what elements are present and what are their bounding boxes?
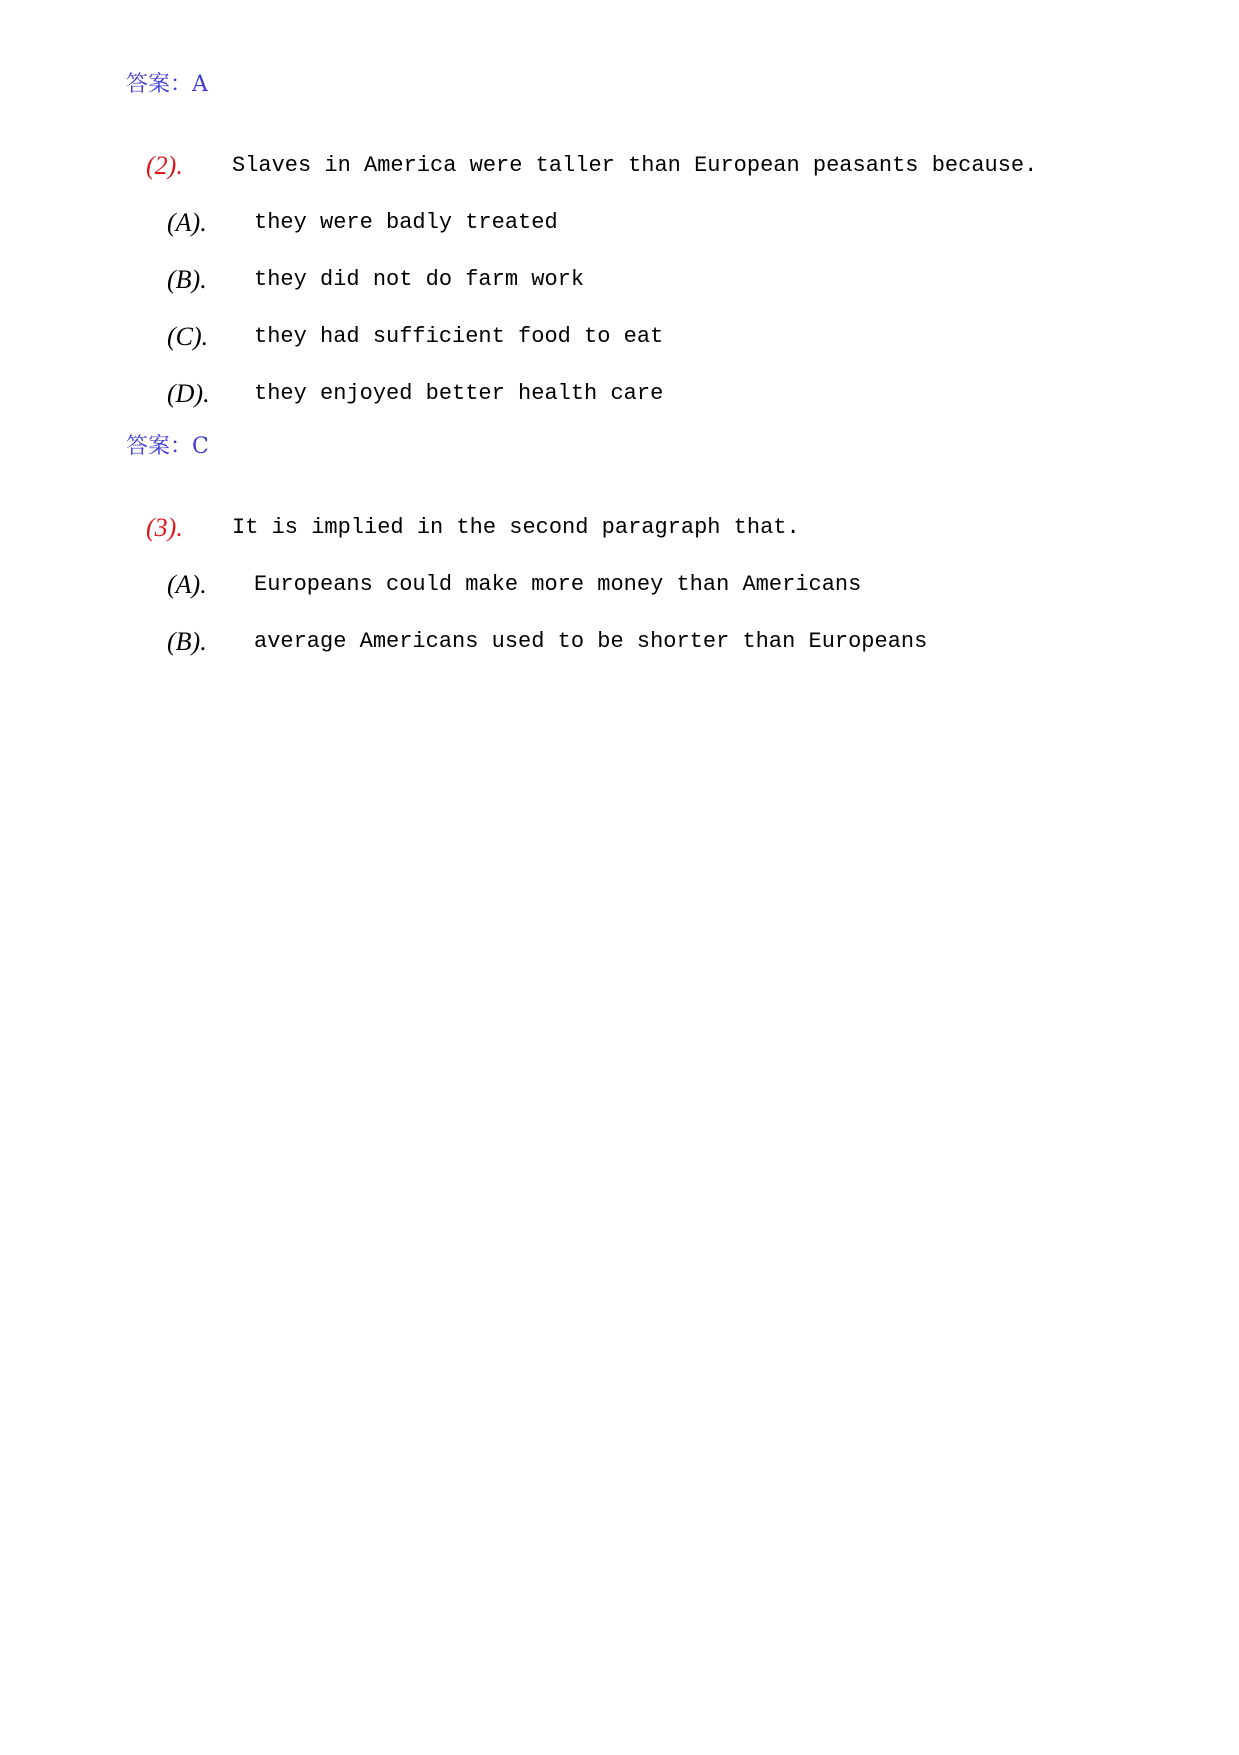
option-text: they did not do farm work [254, 267, 585, 292]
option-label: (A). [167, 570, 207, 599]
option-text: Europeans could make more money than Americans [254, 572, 862, 597]
question-text: Slaves in America were taller than European peasants because. [232, 153, 1038, 178]
option-label: (B). [167, 265, 207, 294]
question-text: It is implied in the second paragraph that. [232, 515, 800, 540]
option-text: average Americans used to be shorter than Europeans [254, 629, 928, 654]
answer-label: 答案：A [126, 72, 208, 97]
option-text: they enjoyed better health care [254, 381, 664, 406]
option-label: (B). [167, 627, 207, 656]
option-text: they were badly treated [254, 210, 558, 235]
question-number: (2). [146, 151, 183, 180]
option-label: (D). [167, 379, 210, 408]
option-label: (C). [167, 322, 209, 351]
option-text: they had sufficient food to eat [254, 324, 664, 349]
option-label: (A). [167, 208, 207, 237]
answer-label: 答案：C [126, 434, 209, 459]
question-number: (3). [146, 513, 183, 542]
